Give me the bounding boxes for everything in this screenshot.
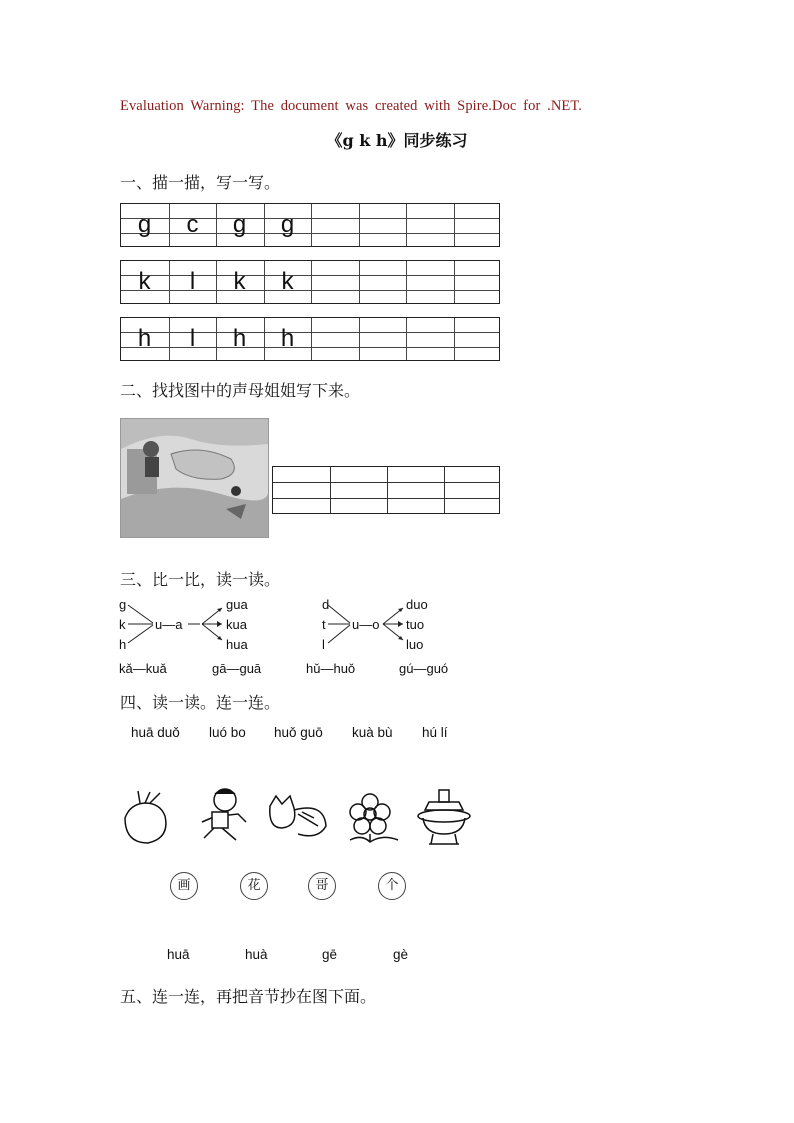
pinyin-label: huā duǒ xyxy=(131,725,180,740)
tracing-grid-row[interactable] xyxy=(120,260,500,304)
scene-illustration-icon xyxy=(121,419,268,537)
compare-pair: gā—guā xyxy=(212,661,262,676)
initial-letter: k xyxy=(119,617,126,632)
pinyin-label: luó bo xyxy=(209,725,246,740)
compare-result: duo xyxy=(406,597,428,612)
character-circle[interactable]: 花 xyxy=(240,872,268,900)
scene-picture xyxy=(120,418,269,538)
trace-letter: g xyxy=(137,211,152,238)
initial-letter: g xyxy=(119,597,127,612)
running-boy-icon xyxy=(202,789,246,840)
trace-letter: k xyxy=(281,268,294,295)
character-pinyin: huà xyxy=(245,947,268,962)
trace-letter: g xyxy=(280,211,295,238)
pinyin-label: kuà bù xyxy=(352,725,393,740)
compare-result: gua xyxy=(226,597,248,612)
character-circle[interactable]: 画 xyxy=(170,872,198,900)
tracing-grid-row[interactable] xyxy=(120,317,500,361)
initial-letter: l xyxy=(322,637,325,652)
section-2-heading: 二、找找图中的声母姐姐写下来。 xyxy=(120,381,361,400)
initial-letter: d xyxy=(322,597,330,612)
radish-icon xyxy=(125,791,166,843)
compare-pair: gú—guó xyxy=(399,661,449,676)
pinyin-label: hú lí xyxy=(422,725,448,740)
section-1-heading: 一、描一描，写一写。 xyxy=(120,173,281,192)
trace-letter: h xyxy=(137,325,152,352)
initial-letter: t xyxy=(322,617,326,632)
trace-letter: l xyxy=(189,268,196,295)
trace-letter: g xyxy=(232,211,247,238)
fox-icon xyxy=(270,796,326,836)
evaluation-warning: Evaluation Warning: The document was created with Spire.Doc for .NET. xyxy=(120,98,582,114)
trace-letter: l xyxy=(189,325,196,352)
compare-medial: u—a xyxy=(155,617,183,632)
character-circle[interactable]: 哥 xyxy=(308,872,336,900)
character-circle[interactable]: 个 xyxy=(378,872,406,900)
trace-letter: h xyxy=(232,325,247,352)
pictures-row xyxy=(120,788,480,848)
flower-icon xyxy=(350,794,398,842)
character-pinyin: gè xyxy=(393,947,409,962)
section-5-heading: 五、连一连，再把音节抄在图下面。 xyxy=(120,987,377,1006)
character-pinyin: gē xyxy=(322,947,338,962)
compare-pair: kǎ—kuǎ xyxy=(119,661,167,676)
pinyin-label: huǒ guō xyxy=(274,725,323,740)
compare-result: kua xyxy=(226,617,247,632)
compare-result: hua xyxy=(226,637,248,652)
answer-table[interactable] xyxy=(272,466,500,514)
trace-letter: c xyxy=(186,211,199,238)
section-4-heading: 四、读一读。连一连。 xyxy=(120,693,281,712)
character-pinyin: huā xyxy=(167,947,190,962)
tracing-grid-row[interactable] xyxy=(120,203,500,247)
initial-letter: h xyxy=(119,637,127,652)
compare-medial: u—o xyxy=(352,617,380,632)
compare-result: tuo xyxy=(406,617,425,632)
trace-letter: k xyxy=(233,268,246,295)
page-title: 《g k h》同步练习 xyxy=(326,131,468,150)
section-3-heading: 三、比一比，读一读。 xyxy=(120,570,281,589)
trace-letter: h xyxy=(280,325,295,352)
compare-pair: hǔ—huǒ xyxy=(306,661,356,676)
compare-result: luo xyxy=(406,637,424,652)
trace-letter: k xyxy=(138,268,151,295)
hotpot-icon xyxy=(418,790,470,844)
